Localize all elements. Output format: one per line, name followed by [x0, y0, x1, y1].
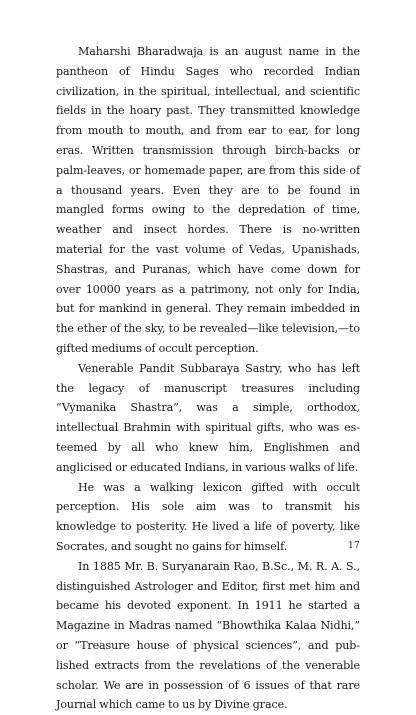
paragraph-walking-lexicon: He was a walking lexicon gifted with occult perception. His sole aim was to transmit his knowledge to posterity. He lived a life of poverty, like Socrates, and sought no gains for himself. — [56, 480, 360, 553]
page-body — [56, 42, 360, 715]
page-number: 17 — [347, 541, 360, 551]
paragraph-suryanarain-rao: In 1885 Mr. B. Suryanarain Rao, B.Sc., M. R. A. S., distinguished Astrologer and Editor, first met him and became his devoted exponent. In 1911 he started a Magazine in Madras named “Bhowthika Kalaa Nidhi,” or “Treasure house of physical sciences”, and published extracts from the revelations of the venerable scholar. We are in possession of 6 issues of that rare Journal which came to us by Divine grace. — [56, 559, 360, 712]
paragraph-subbaraya-sastry: Venerable Pandit Subbaraya Sastry, who has left the legacy of manuscript treasures including “Vymanika Shastra”, was a simple, orthodox, intellectual Brahmin with spiritual gifts, who was esteemed by all who knew him, Englishmen and anglicised or educated Indians, in various walks of life. — [56, 361, 360, 474]
paragraph-bharadwaja: Maharshi Bharadwaja is an august name in the pantheon of Hindu Sages who recorded Indian civilization, in the spiritual, intellectual, and scientific fields in the hoary past. They transmitted knowledge from mouth to mouth, and from ear to ear, for long eras. Written transmission through birch-backs or palm-leaves, or homemade paper, are from this side of a thousand years. Even they are to be found in mangled forms owing to the depredation of time, weather and insect hordes. There is no-written material for the vast volume of Vedas, Upanishads, Shastras, and Puranas, which have come down for over 10000 years as a patrimony, not only for India, but for mankind in general. They remain imbedded in the ether of the sky, to be revealed—like television,—to gifted mediums of occult perception. — [56, 45, 360, 355]
